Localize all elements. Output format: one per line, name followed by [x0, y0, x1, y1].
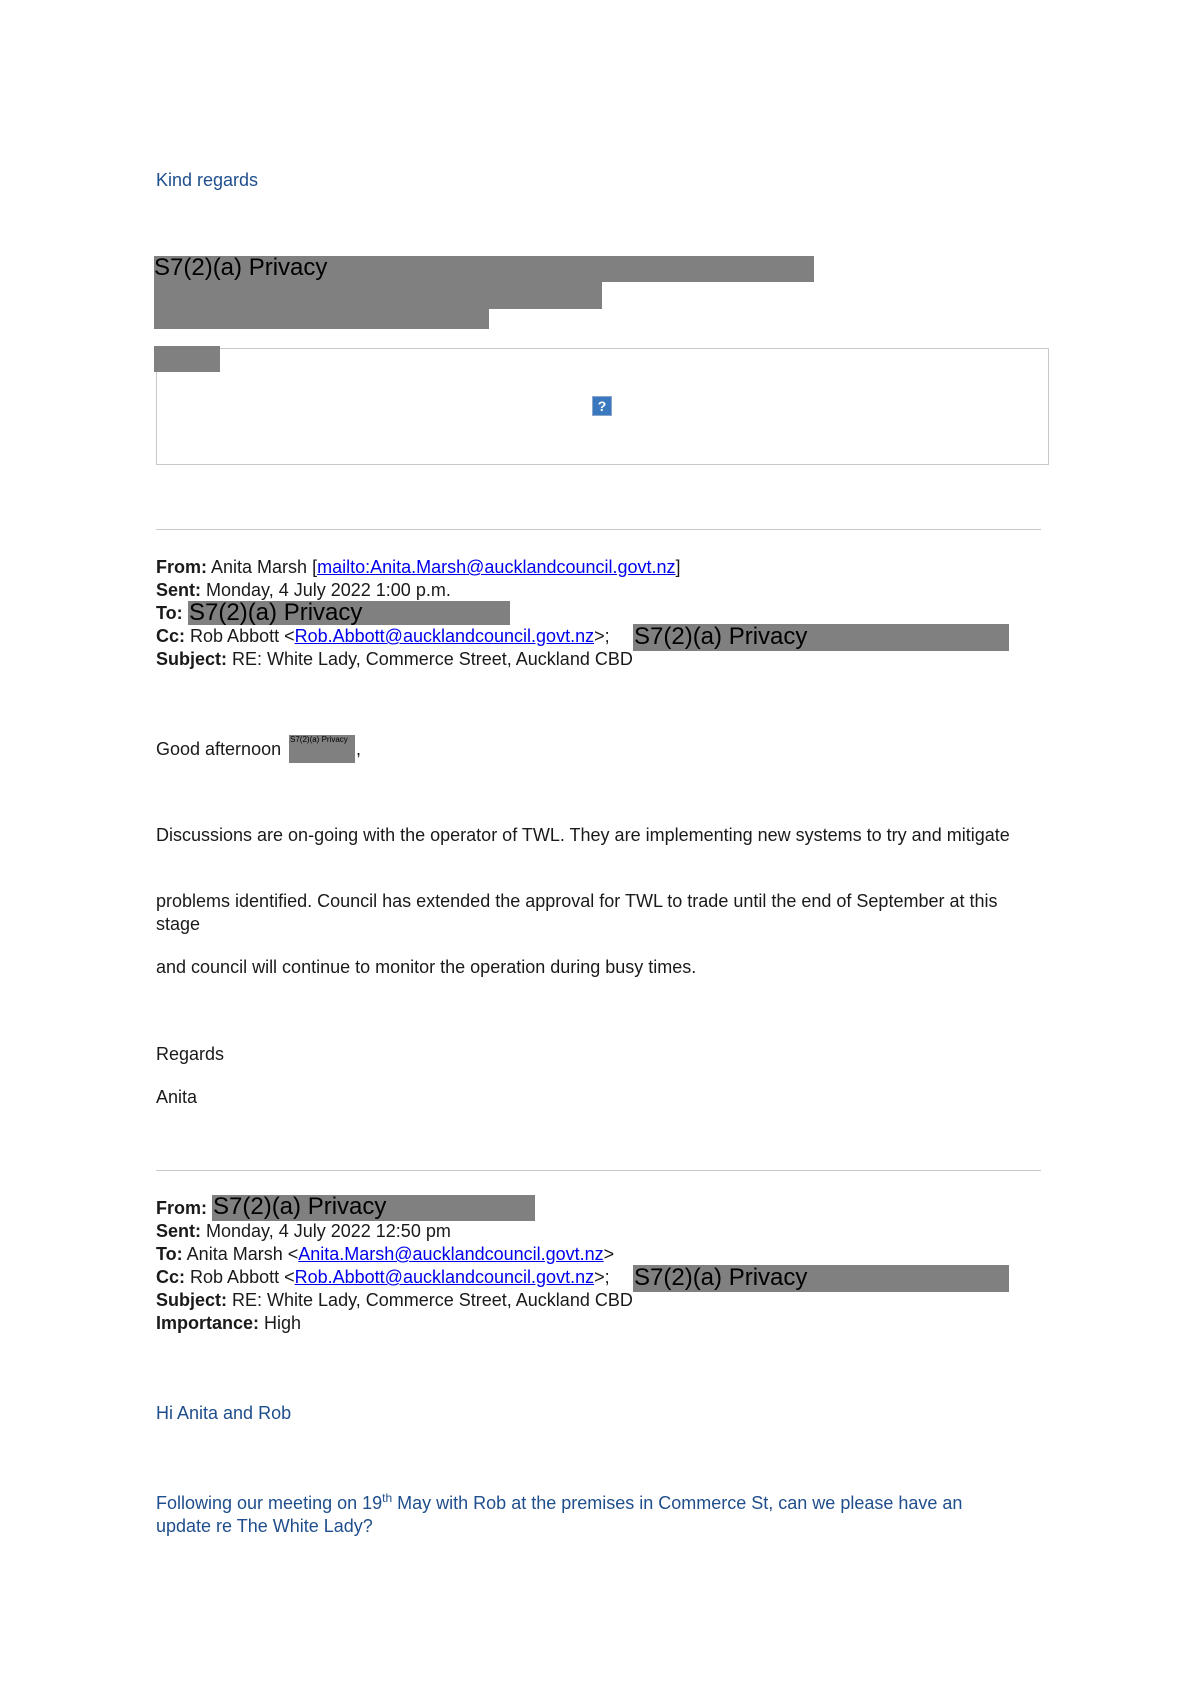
sent-row — [156, 1220, 451, 1243]
redaction-label: S7(2)(a) Privacy — [213, 1193, 387, 1220]
redaction-bar — [154, 282, 602, 309]
greeting-text: Good afternoon — [156, 739, 282, 759]
greeting-text: Hi Anita and Rob — [156, 1403, 292, 1423]
cc-after: >; — [594, 626, 610, 646]
to-name: Anita Marsh < — [186, 1244, 299, 1264]
subject-row — [156, 1289, 633, 1312]
subject-row — [156, 648, 633, 671]
cc-row — [156, 1266, 610, 1289]
importance-value: High — [264, 1313, 302, 1333]
to-row — [156, 1243, 614, 1266]
redaction-label: S7(2)(a) Privacy — [189, 599, 363, 626]
email-separator — [156, 529, 1041, 530]
sent-label: Sent: — [156, 580, 201, 600]
redaction-label: S7(2)(a) Privacy — [634, 623, 808, 650]
redaction-bar — [154, 309, 489, 329]
from-bracket-open: [ — [312, 557, 318, 577]
kind-regards-text: Kind regards — [156, 170, 259, 190]
body-superscript: th — [382, 1491, 393, 1505]
cc-name: Rob Abbott < — [190, 1267, 295, 1287]
email-separator — [156, 1170, 1041, 1171]
body-paragraph: update re The White Lady? — [156, 1516, 373, 1536]
from-row — [156, 556, 681, 579]
to-after: > — [603, 1244, 615, 1264]
from-label: From: — [156, 557, 207, 577]
signoff-text: Regards — [156, 1044, 225, 1064]
body-text: Following our meeting on 19 — [156, 1493, 383, 1513]
redaction-bar — [154, 346, 220, 372]
cc-label: Cc: — [156, 1267, 186, 1287]
importance-row — [156, 1312, 301, 1335]
subject-value: RE: White Lady, Commerce Street, Auckland CBD — [232, 1290, 633, 1310]
cc-email-link[interactable]: Rob.Abbott@aucklandcouncil.govt.nz — [294, 626, 595, 646]
from-label: From: — [156, 1198, 207, 1218]
from-row — [156, 1197, 207, 1220]
redaction-label: S7(2)(a) Privacy — [634, 1264, 808, 1291]
to-row — [156, 602, 183, 625]
greeting-line — [156, 738, 281, 761]
missing-image-icon: ? — [592, 396, 612, 416]
body-paragraph: and council will continue to monitor the operation during busy times. — [156, 957, 697, 977]
cc-label: Cc: — [156, 626, 186, 646]
sent-value: Monday, 4 July 2022 1:00 p.m. — [206, 580, 451, 600]
to-email-link[interactable]: Anita.Marsh@aucklandcouncil.govt.nz — [298, 1244, 604, 1264]
body-paragraph: problems identified. Council has extended the approval for TWL to trade until the end of September at this stage — [156, 891, 998, 934]
signature-text: Anita — [156, 1087, 198, 1107]
body-paragraph — [156, 1492, 1036, 1515]
body-text: May with Rob at the premises in Commerce St, can we please have an — [392, 1493, 963, 1513]
redaction-label-small: S7(2)(a) Privacy — [290, 735, 348, 744]
cc-row — [156, 625, 610, 648]
from-email-link[interactable]: mailto:Anita.Marsh@aucklandcouncil.govt.nz — [317, 557, 676, 577]
body-paragraph: Discussions are on-going with the operator of TWL. They are implementing new systems to try and mitigate — [156, 825, 1010, 845]
sent-value: Monday, 4 July 2022 12:50 pm — [206, 1221, 451, 1241]
sent-label: Sent: — [156, 1221, 201, 1241]
cc-after: >; — [594, 1267, 610, 1287]
subject-label: Subject: — [156, 1290, 228, 1310]
to-label: To: — [156, 1244, 183, 1264]
importance-label: Importance: — [156, 1313, 260, 1333]
greeting-comma: , — [356, 739, 362, 759]
redaction-label: S7(2)(a) Privacy — [154, 254, 328, 281]
from-bracket-close: ] — [675, 557, 681, 577]
cc-name: Rob Abbott < — [190, 626, 295, 646]
subject-value: RE: White Lady, Commerce Street, Auckland CBD — [232, 649, 633, 669]
to-label: To: — [156, 603, 183, 623]
subject-label: Subject: — [156, 649, 228, 669]
from-name: Anita Marsh — [211, 557, 308, 577]
cc-email-link[interactable]: Rob.Abbott@aucklandcouncil.govt.nz — [294, 1267, 595, 1287]
